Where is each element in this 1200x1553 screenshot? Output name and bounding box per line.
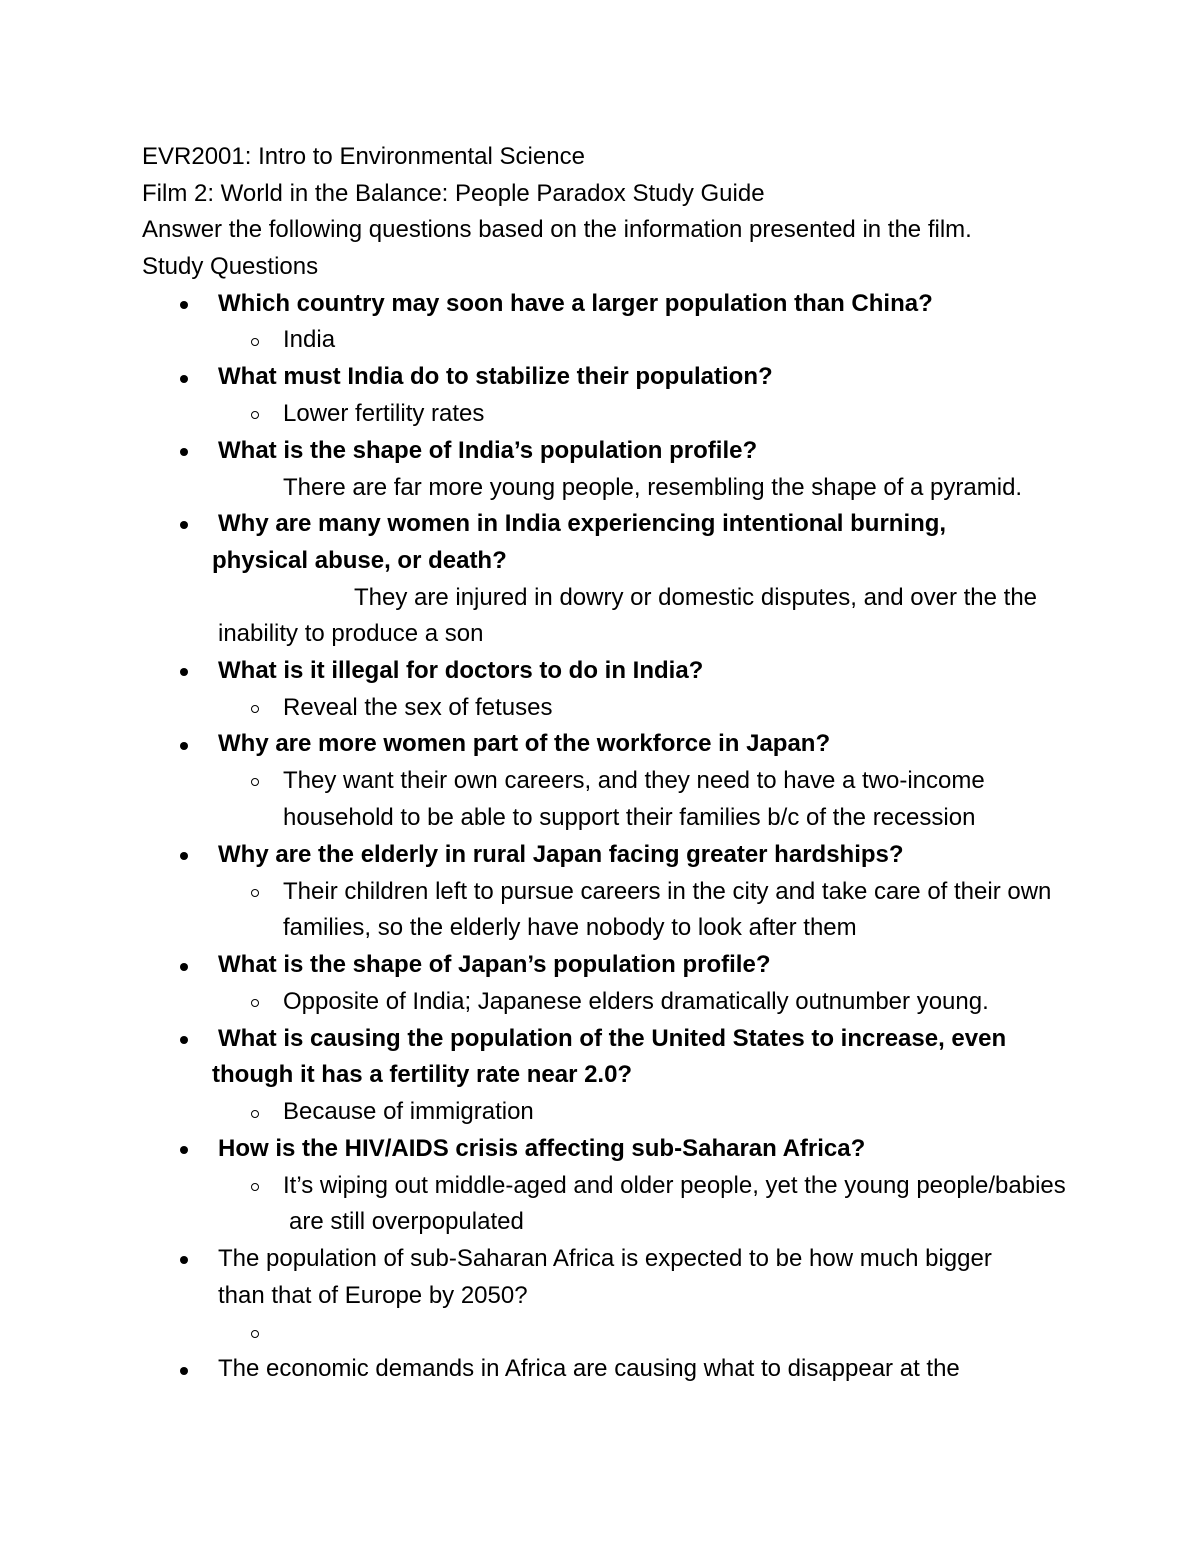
question-2: What must India do to stabilize their population? [218, 363, 773, 390]
bullet [180, 521, 188, 529]
bullet [180, 852, 188, 860]
bullet [180, 668, 188, 676]
sub-bullet [251, 338, 259, 346]
answer-3: There are far more young people, resembling the shape of a pyramid. [283, 474, 1023, 501]
answer-6-line-2: household to be able to support their families b/c of the recession [283, 804, 976, 831]
question-10: How is the HIV/AIDS crisis affecting sub-Saharan Africa? [218, 1135, 866, 1162]
sub-bullet [251, 999, 259, 1007]
question-1: Which country may soon have a larger population than China? [218, 290, 933, 317]
sub-bullet [251, 1183, 259, 1191]
document-header [142, 139, 972, 286]
question-12: The economic demands in Africa are causing what to disappear at the [218, 1355, 960, 1382]
bullet [180, 1367, 188, 1375]
answer-6-line-1: They want their own careers, and they need to have a two-income [283, 767, 985, 794]
answer-1: India [283, 326, 336, 353]
question-11-line-2: than that of Europe by 2050? [218, 1282, 528, 1309]
sub-bullet [251, 411, 259, 419]
answer-2: Lower fertility rates [283, 400, 485, 427]
question-5: What is it illegal for doctors to do in India? [218, 657, 704, 684]
sub-bullet [251, 1110, 259, 1118]
bullet [180, 375, 188, 383]
sub-bullet [251, 705, 259, 713]
bullet [180, 742, 188, 750]
answer-9: Because of immigration [283, 1098, 534, 1125]
course-title: EVR2001: Intro to Environmental Science [142, 143, 585, 170]
sub-bullet [251, 778, 259, 786]
bullet [180, 301, 188, 309]
study-guide-title: Film 2: World in the Balance: People Paradox Study Guide [142, 179, 765, 207]
question-3: What is the shape of India’s population profile? [218, 437, 758, 464]
question-9-line-2: though it has a fertility rate near 2.0? [212, 1061, 633, 1088]
bullet [180, 448, 188, 456]
question-9-line-1: What is causing the population of the United States to increase, even [218, 1025, 1007, 1052]
answer-5: Reveal the sex of fetuses [283, 694, 553, 721]
answer-10-line-2: are still overpopulated [289, 1208, 524, 1235]
bullet [180, 1256, 188, 1264]
answer-7-line-2: families, so the elderly have nobody to look after them [283, 914, 857, 941]
sub-bullet-empty-answer [251, 1330, 259, 1338]
instructions: Answer the following questions based on the information presented in the film. [142, 216, 972, 244]
question-4-line-2: physical abuse, or death? [212, 547, 507, 574]
bullet [180, 1036, 188, 1044]
section-title: Study Questions [142, 253, 319, 281]
answer-4-line-1: They are injured in dowry or domestic disputes, and over the the [354, 584, 1038, 611]
question-8: What is the shape of Japan’s population profile? [218, 951, 771, 978]
bullet [180, 963, 188, 971]
bullet [180, 1146, 188, 1154]
answer-4-line-2: inability to produce a son [218, 620, 484, 647]
answer-10-line-1: It’s wiping out middle-aged and older people, yet the young people/babies [283, 1172, 1066, 1199]
question-11-line-1: The population of sub-Saharan Africa is expected to be how much bigger [218, 1245, 992, 1272]
answer-7-line-1: Their children left to pursue careers in the city and take care of their own [283, 878, 1052, 905]
question-4-line-1: Why are many women in India experiencing intentional burning, [218, 510, 947, 537]
question-6: Why are more women part of the workforce in Japan? [218, 730, 831, 757]
sub-bullet [251, 889, 259, 897]
question-7: Why are the elderly in rural Japan facing greater hardships? [218, 841, 904, 868]
answer-8: Opposite of India; Japanese elders dramatically outnumber young. [283, 988, 989, 1015]
